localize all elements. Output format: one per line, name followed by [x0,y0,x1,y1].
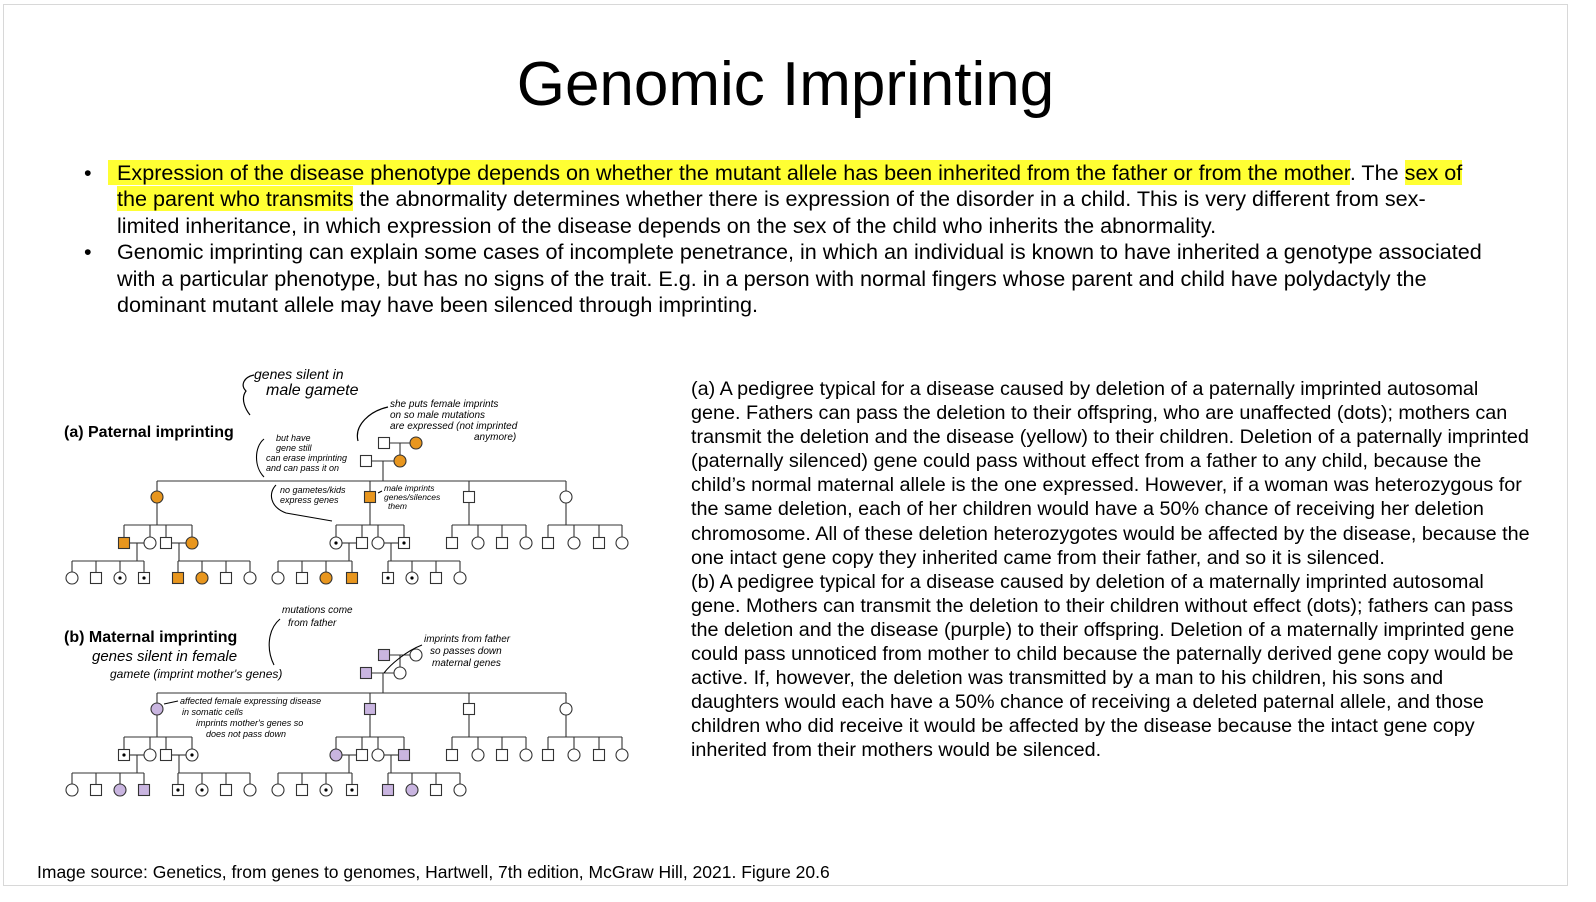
male-symbol [431,573,442,584]
annotation: imprints mother's genes so [196,718,304,728]
female-symbol [272,572,284,584]
female-symbol [372,749,384,761]
annotation: does not pass down [206,729,287,739]
pedigree-figure [54,355,644,815]
carrier-dot [122,753,125,756]
annotation: and can pass it on [266,463,340,473]
annotation: so passes down [430,646,502,657]
male-symbol [365,704,376,715]
female-symbol [560,703,572,715]
female-symbol [330,749,342,761]
carrier-dot [190,753,193,756]
annotation: imprints from father [424,634,511,645]
female-symbol [454,784,466,796]
annotation: in somatic cells [182,707,244,717]
highlighted-text: Expression of the disease phenotype depends on whether the mutant allele has been inherited from the father or from the mother [117,160,1350,185]
female-symbol [560,491,572,503]
female-symbol [616,537,628,549]
female-symbol [66,572,78,584]
female-symbol [568,537,580,549]
annotation: no gametes/kids [280,485,346,495]
male-symbol [594,750,605,761]
annotation: gamete (imprint mother's genes) [110,667,283,681]
female-symbol [520,537,532,549]
female-symbol [151,703,163,715]
male-symbol [379,438,390,449]
male-symbol [297,785,308,796]
male-symbol [361,668,372,679]
male-symbol [543,538,554,549]
male-symbol [399,750,410,761]
annotation: male gamete [266,382,359,399]
female-symbol [520,749,532,761]
slide [3,4,1568,886]
annotations-b [92,605,511,739]
annotation: affected female expressing disease [180,696,322,706]
female-symbol [186,537,198,549]
male-symbol [161,750,172,761]
male-symbol [383,785,394,796]
female-symbol [372,537,384,549]
carrier-dot [142,576,145,579]
male-symbol [379,650,390,661]
male-symbol [91,785,102,796]
male-symbol [497,538,508,549]
annotation: can erase imprinting [266,453,348,463]
annotation: maternal genes [432,658,501,669]
female-symbol [244,784,256,796]
figure-caption [691,377,1531,763]
annotation: male imprints [384,483,435,493]
annotation: anymore) [474,432,517,443]
image-source: Image source: Genetics, from genes to genomes, Hartwell, 7th edition, McGraw Hill, 2021. Figure 20.6 [37,862,830,882]
female-symbol [114,784,126,796]
male-symbol [447,750,458,761]
female-symbol [568,749,580,761]
carrier-dot [334,541,337,544]
female-symbol [410,649,422,661]
male-symbol [139,785,150,796]
female-symbol [454,572,466,584]
female-symbol [272,784,284,796]
female-symbol [472,749,484,761]
carrier-dot [324,788,327,791]
male-symbol [357,750,368,761]
annotation: on so male mutations [390,410,486,421]
female-symbol [394,455,406,467]
female-symbol [196,572,208,584]
annotation: mutations come [282,605,353,616]
annotation: she puts female imprints [390,399,499,410]
male-symbol [221,785,232,796]
caption-paragraph: (a) A pedigree typical for a disease caused by deletion of a paternally imprinted autosomal gene. Fathers can pass the deletion to their offspring, who are unaffected (dots); mothers can transmit the deletion and the disease (yellow) to their children. Deletion of a paternally imprinted (paternally silenced) gene could pass without effect from a father to any child, because the child’s normal maternal allele is the one expressed. However, if a woman was heterozygous for the same deletion, each of her children would have a 50% chance of receiving her deletion chromosome. All of these deletion heterozygotes would be affected by the disease, because the one intact gene copy they inherited came from their father, and so it is silenced. [691,378,1530,569]
annotation: are expressed (not imprinted [390,421,518,432]
male-symbol [365,492,376,503]
slide-title: Genomic Imprinting [516,50,1055,119]
male-symbol [347,573,358,584]
female-symbol [406,784,418,796]
male-symbol [447,538,458,549]
carrier-dot [118,576,121,579]
male-symbol [161,538,172,549]
annotation: genes silent in female [92,648,238,665]
male-symbol [221,573,232,584]
panel-a-label: (a) Paternal imprinting [64,424,234,441]
male-symbol [464,492,475,503]
panel-b-label: (b) Maternal imprinting [64,629,238,646]
annotation: gene still [276,443,312,453]
bullet-list [84,160,1484,318]
female-symbol [66,784,78,796]
annotation: from father [288,618,337,629]
female-symbol [144,537,156,549]
female-symbol [410,437,422,449]
carrier-dot [410,576,413,579]
female-symbol [320,572,332,584]
male-symbol [173,573,184,584]
male-symbol [594,538,605,549]
male-symbol [361,456,372,467]
carrier-dot [350,788,353,791]
male-symbol [119,538,130,549]
female-symbol [144,749,156,761]
male-symbol [464,704,475,715]
bullet-item: • Genomic imprinting can explain some cases of incomplete penetrance, in which an individual is known to have inherited a genotype associated with a particular phenotype, but has no signs of the trait. E.g. in a person with normal fingers whose parent and child have polydactyly the dominant mutant allele may have been silenced through imprinting. [84,239,1484,318]
annotation: them [388,501,407,511]
annotation: express genes [280,495,339,505]
male-symbol [497,750,508,761]
carrier-dot [200,788,203,791]
carrier-dot [386,576,389,579]
female-symbol [616,749,628,761]
male-symbol [91,573,102,584]
bullet-item: • Expression of the disease phenotype depends on whether the mutant allele has been inherited from the father or from the mother. The sex of the parent who transmits the abnormality determines whether there is expression of the disorder in a child. This is very different from sex-limited inheritance, in which expression of the disease depends on the sex of the child who inherits the abnormality. [84,160,1484,239]
carrier-dot [176,788,179,791]
female-symbol [472,537,484,549]
annotation: but have [276,433,311,443]
male-symbol [431,785,442,796]
female-symbol [151,491,163,503]
carrier-dot [402,541,405,544]
male-symbol [357,538,368,549]
caption-paragraph: (b) A pedigree typical for a disease caused by deletion of a maternally imprinted autosomal gene. Mothers can transmit the deletion to their children without effect (dots); fathers can pass the deletion and the disease (purple) to their offspring. Deletion of a maternally imprinted gene could pass unnoticed from mother to child because the paternally derived gene copy would be active. If, however, the deletion was transmitted by a man to his children, his sons and daughters would each have a 50% chance of receiving a deleted paternal allele, and those children who did receive it would be affected by the disease because the intact gene copy inherited from their mothers would be silenced. [691,570,1515,762]
annotation: genes silent in [254,366,344,382]
female-symbol [394,667,406,679]
annotation: genes/silences [384,492,441,502]
male-symbol [543,750,554,761]
male-symbol [297,573,308,584]
highlighted-text: sex of the parent who transmits [117,160,1463,212]
female-symbol [244,572,256,584]
